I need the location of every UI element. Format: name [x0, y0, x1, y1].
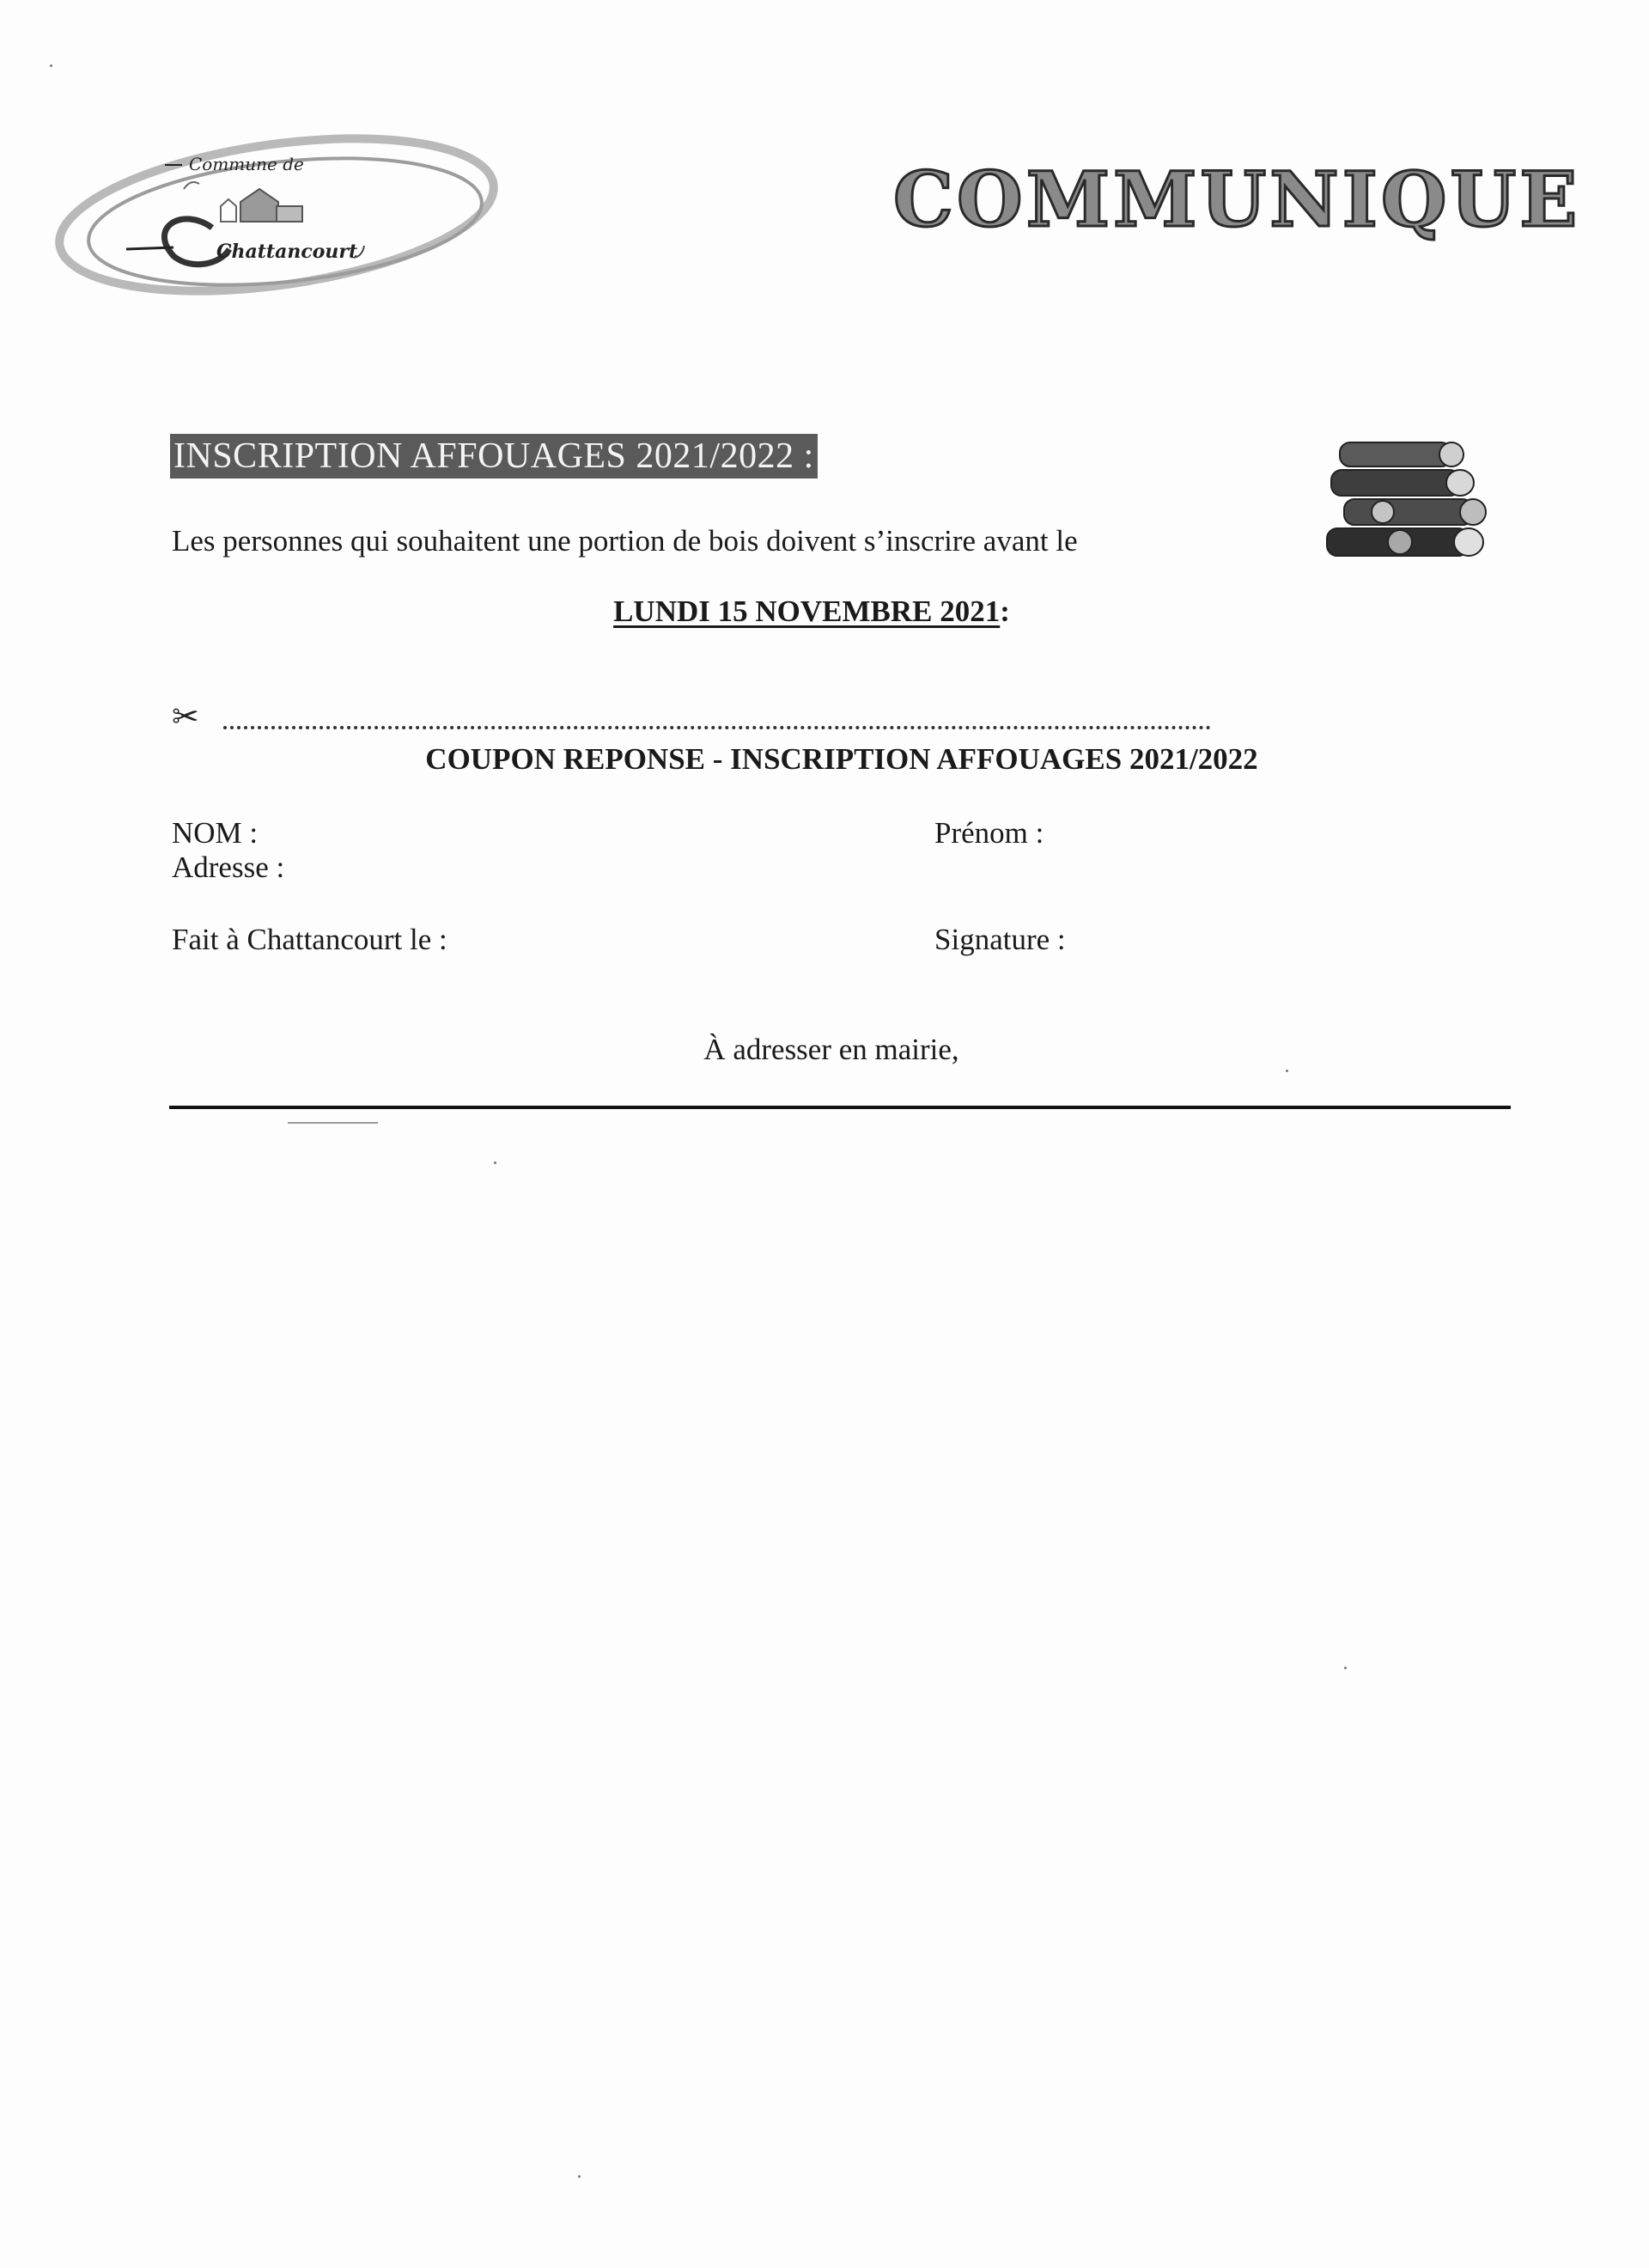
- nom-label: NOM :: [172, 816, 259, 850]
- page-title: COMMUNIQUE: [893, 155, 1581, 244]
- firewood-pile-icon: [1323, 434, 1494, 571]
- section-heading: INSCRIPTION AFFOUAGES 2021/2022 :: [170, 434, 818, 479]
- scan-speck: [1286, 1070, 1288, 1072]
- logo-text-name: Chattancourt: [216, 241, 358, 263]
- scissors-icon: ✂: [172, 699, 199, 735]
- signature-label: Signature :: [934, 923, 1066, 956]
- scan-speck: [1344, 1667, 1347, 1669]
- separator-rule: [169, 1106, 1511, 1109]
- commune-logo-icon: [45, 120, 508, 318]
- footer-note: [0, 1031, 1649, 1069]
- cut-line: [172, 700, 1220, 735]
- fait-a-label: Fait à Chattancourt le :: [172, 923, 447, 956]
- deadline: [0, 593, 1649, 631]
- coupon-title-text: COUPON REPONSE - INSCRIPTION AFFOUAGES 2021/2022: [425, 742, 1258, 776]
- deadline-suffix: :: [1000, 594, 1010, 628]
- adresse-label: Adresse :: [172, 850, 285, 884]
- scan-speck: [50, 64, 52, 67]
- scan-mark: [288, 1122, 378, 1124]
- intro-text: Les personnes qui souhaitent une portion de bois doivent s’inscrire avant le: [172, 524, 1078, 558]
- scan-speck: [578, 2175, 581, 2178]
- coupon-title: [0, 741, 1649, 778]
- dotted-cut-line: [223, 726, 1211, 729]
- prenom-label: Prénom :: [934, 816, 1044, 850]
- scan-speck: [494, 1161, 496, 1164]
- deadline-date: LUNDI 15 NOVEMBRE 2021: [613, 594, 1001, 628]
- logo-text-top: Commune de: [189, 154, 304, 174]
- footer-note-text: À adresser en mairie,: [703, 1033, 959, 1066]
